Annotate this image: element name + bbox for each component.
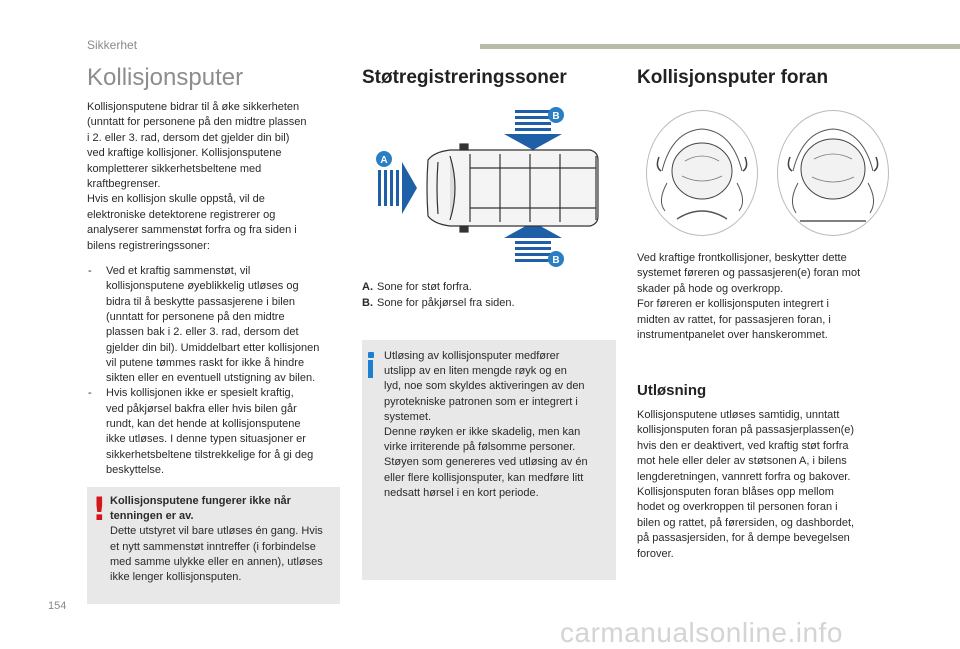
text-line: bilen og rattet, på førersiden, og dashbordet, — [637, 516, 855, 529]
text-line: Ved kraftige frontkollisjoner, beskytter dette — [637, 252, 847, 264]
section-title: Kollisjonsputer foran — [637, 67, 829, 88]
column-airbags — [87, 64, 343, 478]
text-line: hodet og overkroppen til personen foran i — [637, 501, 838, 514]
text-line: ved kraftige kollisjoner. Kollisjonsputene — [87, 147, 282, 160]
info-box — [362, 340, 616, 580]
text-line: instrumentpanelet over hanskerommet. — [637, 329, 828, 342]
text-line: bilens registreringssoner: — [87, 239, 210, 252]
warning-title-line: Kollisjonsputene fungerer ikke når — [110, 495, 291, 507]
text-line: rundt, kan det hende at kollisjonsputene — [106, 418, 301, 431]
text-line: beskyttelse. — [106, 463, 165, 476]
text-line: et nytt sammenstøt inntreffer (i forbindelse — [110, 540, 316, 553]
page-title: Kollisjonsputer — [87, 64, 244, 91]
text-line: virke irriterende på følsomme personer. — [384, 441, 576, 454]
column-detection-zones — [362, 67, 616, 89]
frontal-impact-arrow — [378, 162, 417, 214]
text-line: Kollisjonsputene bidrar til å øke sikkerheten — [87, 101, 300, 113]
badge-b-bottom-label: B — [552, 255, 560, 266]
bullet-dash: - — [88, 387, 92, 400]
text-line: Utløsing av kollisjonsputer medfører — [384, 350, 560, 362]
text-line: (unntatt for personene på den midtre plassen — [87, 116, 307, 129]
caption-a — [362, 280, 616, 296]
text-line: elektroniske detektorene registrerer og — [87, 208, 276, 221]
text-line: skader på hode og overkropp. — [637, 282, 784, 295]
caption-text: Sone for støt forfra. — [377, 281, 472, 293]
text-line: ikke lenger kollisjonsputen. — [110, 571, 242, 584]
text-line: pyrotekniske patronen som er integrert i — [384, 395, 578, 408]
badge-a-label: A — [380, 155, 388, 166]
text-line: Hvis en kollisjon skulle oppstå, vil de — [87, 193, 265, 206]
watermark: carmanualsonline.info — [560, 617, 843, 648]
header-rule — [480, 44, 960, 49]
front-airbags-paragraph — [637, 251, 887, 343]
caption-key: A. — [362, 281, 373, 293]
detection-zones-figure — [370, 100, 610, 272]
text-line: midten av rattet, for passasjeren foran, i — [637, 313, 831, 326]
text-line: Hvis kollisjonen ikke er spesielt kraftig, — [106, 387, 294, 400]
text-line: forover. — [637, 547, 674, 560]
caption-key: B. — [362, 296, 373, 309]
info-icon — [368, 352, 375, 378]
vehicle-top-view — [427, 144, 598, 232]
text-line: For føreren er kollisjonsputen integrert i — [637, 298, 829, 311]
text-line: (unntatt for personene på den midtre — [106, 310, 285, 323]
text-line: hvis den er deaktivert, ved kraftig støt forfra — [637, 439, 849, 452]
text-line: analyserer sammenstøt forfra og fra siden i — [87, 224, 297, 237]
intro-paragraph — [87, 100, 343, 254]
text-line: sikten eller en eventuell utstigning av bilen. — [106, 372, 316, 385]
text-line: Kollisjonsputene utløses samtidig, unntatt — [637, 409, 840, 421]
text-line: sikkerhetsbeltene tilstrekkelige for å gi deg — [106, 448, 314, 461]
text-line: vil putene tømmes raskt for ikke å hindre — [106, 356, 305, 369]
text-line: systemet. — [384, 410, 432, 423]
text-line: kollisjonsputen foran på passasjerplassen(e) — [637, 424, 855, 437]
badge-b-top-label: B — [552, 111, 560, 122]
passenger-airbag-illustration — [777, 110, 889, 236]
warning-box — [87, 487, 340, 604]
text-line: systemet føreren og passasjeren(e) foran mot — [637, 267, 861, 280]
page-number: 154 — [48, 600, 67, 612]
text-line: Kollisjonsputen foran blåses opp mellom — [637, 486, 834, 499]
text-line: ikke utløses. I denne typen situasjoner er — [106, 433, 306, 446]
text-line: på passasjersiden, for å dempe bevegelsen — [637, 532, 850, 545]
text-line: kollisjonsputene øyeblikkelig utløses og — [106, 280, 299, 293]
bullet-list — [87, 264, 343, 478]
section-label: Sikkerhet — [87, 38, 138, 52]
section-title: Støtregistreringssoner — [362, 67, 567, 88]
text-line: Denne røyken er ikke skadelig, men kan — [384, 426, 581, 439]
warning-exclamation-icon: ! — [92, 490, 107, 528]
text-line: mot hele eller deler av støtsonen A, i bilens — [637, 455, 847, 468]
bullet-dash: - — [88, 265, 92, 278]
text-line: gjelder din bil). Umiddelbart etter kollisjonen — [106, 341, 320, 354]
driver-airbag-illustration — [646, 110, 758, 236]
text-line: plassen bak i 2. eller 3. rad, dersom det — [106, 326, 299, 339]
text-line: Ved et kraftig sammenstøt, vil — [106, 265, 251, 278]
text-line: utslipp av en liten mengde røyk og en — [384, 365, 567, 378]
list-item — [87, 386, 343, 478]
figure-captions — [362, 280, 616, 311]
text-line: kraftbegrenser. — [87, 178, 161, 191]
text-line: lengderetningen, vannrett forfra og bakover. — [637, 470, 851, 483]
text-line: Dette utstyret vil bare utløses én gang. Hvis — [110, 525, 323, 538]
text-line: i 2. eller 3. rad, dersom det gjelder din bil) — [87, 131, 290, 144]
subsection-title: Utløsning — [637, 382, 707, 399]
text-line: lyd, noe som skyldes aktiveringen av den — [384, 380, 585, 393]
text-line: nedsatt hørsel i en kort periode. — [384, 486, 539, 499]
text-line: med samme ulykke eller en annen), utløses — [110, 555, 323, 568]
caption-text: Sone for påkjørsel fra siden. — [377, 296, 515, 309]
list-item — [87, 264, 343, 386]
text-line: bidra til å beskytte passasjerene i bilen — [106, 295, 295, 308]
trigger-section — [637, 382, 887, 562]
text-line: eller flere kollisjonsputer, kan medføre litt — [384, 471, 584, 484]
info-text — [384, 349, 612, 501]
text-line: ved påkjørsel bakfra eller hvis bilen går — [106, 402, 297, 415]
text-line: kompletterer sikkerhetsbeltene med — [87, 162, 262, 175]
warning-text — [110, 494, 338, 585]
caption-b — [362, 296, 616, 312]
text-line: Støyen som genereres ved utløsing av én — [384, 456, 588, 469]
column-front-airbags — [637, 67, 887, 89]
trigger-paragraph — [637, 408, 887, 562]
warning-title-line: tenningen er av. — [110, 510, 194, 523]
